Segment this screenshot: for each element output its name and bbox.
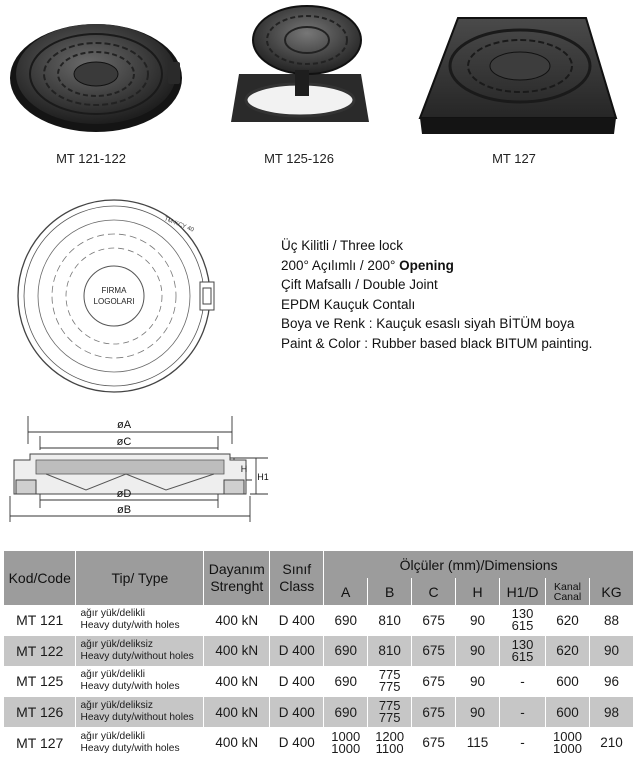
dim-d-label: øD [116, 488, 132, 500]
row-h: 115 [456, 727, 500, 758]
header-a: A [324, 578, 368, 605]
row-load: 400 kN [204, 727, 270, 758]
dim-h1-label: H1 [257, 472, 269, 482]
hinged-open-manhole-cover-photo [229, 4, 371, 134]
row-h1d: - [500, 666, 546, 697]
row-load: 400 kN [204, 605, 270, 636]
row-h1d: 130 615 [500, 636, 546, 667]
dim-c-label: øC [116, 436, 132, 448]
row-c: 675 [412, 666, 456, 697]
row-code: MT 126 [4, 697, 76, 728]
row-canal: 620 [546, 605, 590, 636]
row-kg: 210 [589, 727, 633, 758]
row-a: 1000 1000 [324, 727, 368, 758]
row-a: 690 [324, 636, 368, 667]
table-row [4, 666, 634, 697]
row-h: 90 [456, 605, 500, 636]
row-class: D 400 [270, 605, 324, 636]
row-class: D 400 [270, 697, 324, 728]
row-b: 775 775 [368, 697, 412, 728]
row-c: 675 [412, 727, 456, 758]
feature-joint: Çift Mafsallı / Double Joint [281, 277, 438, 293]
row-canal: 1000 1000 [546, 727, 590, 758]
table-row [4, 697, 634, 728]
row-a: 690 [324, 666, 368, 697]
row-type: ağır yük/delikli Heavy duty/with holes [76, 605, 204, 636]
square-manhole-cover-photo [418, 14, 618, 136]
row-h: 90 [456, 636, 500, 667]
logolari-text: LOGOLARI [93, 297, 135, 306]
row-canal: 620 [546, 636, 590, 667]
row-class: D 400 [270, 727, 324, 758]
header-type: Tip/ Type [76, 551, 204, 605]
row-h1d: - [500, 697, 546, 728]
feature-opening-bold: Opening [399, 257, 454, 273]
header-load: Dayanım Strenght [204, 551, 270, 605]
row-h: 90 [456, 697, 500, 728]
table-row [4, 636, 634, 667]
header-class: Sınıf Class [270, 551, 324, 605]
row-h1d: - [500, 727, 546, 758]
row-c: 675 [412, 605, 456, 636]
row-kg: 88 [589, 605, 633, 636]
row-c: 675 [412, 636, 456, 667]
table-row [4, 727, 634, 758]
product-caption-2: MT 125-126 [264, 151, 334, 166]
row-load: 400 kN [204, 636, 270, 667]
dim-b-label: øB [116, 504, 132, 516]
feature-paint-tr: Boya ve Renk : Kauçuk esaslı siyah BİTÜM boya [281, 316, 575, 332]
row-b: 810 [368, 636, 412, 667]
header-code: Kod/Code [4, 551, 76, 605]
row-kg: 98 [589, 697, 633, 728]
feature-list [281, 236, 592, 354]
row-code: MT 121 [4, 605, 76, 636]
row-code: MT 127 [4, 727, 76, 758]
row-canal: 600 [546, 666, 590, 697]
row-a: 690 [324, 697, 368, 728]
feature-lock: Üç Kilitli / Three lock [281, 238, 404, 253]
table-row [4, 605, 634, 636]
dim-a-label: øA [116, 419, 132, 431]
header-kg: KG [589, 578, 633, 605]
dim-h-label: H [240, 464, 248, 474]
header-b: B [368, 578, 412, 605]
row-b: 1200 1100 [368, 727, 412, 758]
round-manhole-cover-photo [8, 12, 186, 134]
row-type: ağır yük/delikli Heavy duty/with holes [76, 666, 204, 697]
product-caption-1: MT 121-122 [56, 151, 126, 166]
feature-gasket: EPDM Kauçuk Contalı [281, 296, 416, 312]
row-type: ağır yük/deliksiz Heavy duty/without holes [76, 636, 204, 667]
row-a: 690 [324, 605, 368, 636]
row-h1d: 130 615 [500, 605, 546, 636]
row-b: 775 775 [368, 666, 412, 697]
product-caption-3: MT 127 [492, 151, 536, 166]
row-code: MT 125 [4, 666, 76, 697]
feature-opening: 200° Açılımlı / 200° Opening [281, 257, 454, 273]
header-canal: Kanal Canal [546, 578, 590, 605]
row-kg: 96 [589, 666, 633, 697]
cover-top-view-drawing [14, 196, 220, 396]
row-kg: 90 [589, 636, 633, 667]
rim-text: TM-KCY 40 [163, 216, 195, 234]
row-class: D 400 [270, 666, 324, 697]
row-canal: 600 [546, 697, 590, 728]
cover-section-drawing [6, 414, 274, 526]
row-load: 400 kN [204, 697, 270, 728]
row-load: 400 kN [204, 666, 270, 697]
row-code: MT 122 [4, 636, 76, 667]
row-c: 675 [412, 697, 456, 728]
header-h1d: H1/D [500, 578, 546, 605]
row-b: 810 [368, 605, 412, 636]
header-dimensions: Ölçüler (mm)/Dimensions [324, 551, 634, 578]
firma-text: FIRMA [101, 286, 127, 295]
spec-table [4, 551, 634, 758]
header-c: C [412, 578, 456, 605]
feature-paint-en: Paint & Color : Rubber based black BITUM painting. [281, 335, 593, 351]
row-h: 90 [456, 666, 500, 697]
row-type: ağır yük/delikli Heavy duty/with holes [76, 727, 204, 758]
header-h: H [456, 578, 500, 605]
row-type: ağır yük/deliksiz Heavy duty/without holes [76, 697, 204, 728]
row-class: D 400 [270, 636, 324, 667]
